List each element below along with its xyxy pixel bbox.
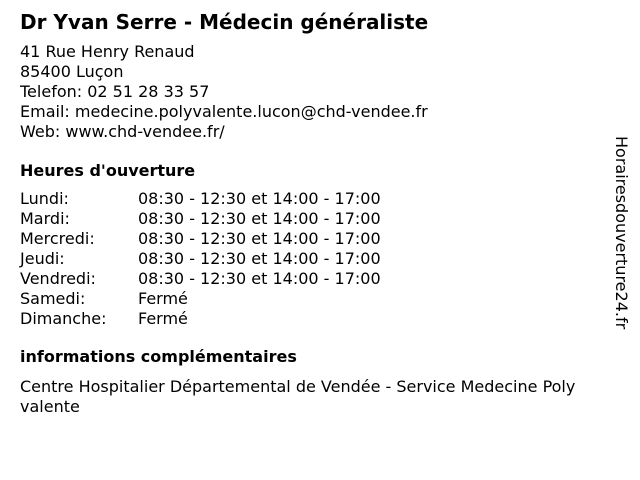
opening-hours-table [20, 189, 610, 329]
hours-row-wednesday [20, 229, 610, 249]
website-line: Web: www.chd-vendee.fr/ [20, 122, 225, 141]
hours-row-monday [20, 189, 610, 209]
contact-block [20, 42, 610, 142]
day-name: Mercredi: [20, 229, 95, 248]
hours-row-sunday [20, 309, 610, 329]
day-hours: 08:30 - 12:30 et 14:00 - 17:00 [138, 269, 381, 288]
day-name: Vendredi: [20, 269, 96, 288]
site-watermark: Horairesdouverture24.fr [612, 136, 631, 330]
day-name: Jeudi: [20, 249, 65, 268]
email-line: Email: medecine.polyvalente.lucon@chd-vendee.fr [20, 102, 428, 121]
day-name: Lundi: [20, 189, 69, 208]
city-postcode: 85400 Luçon [20, 62, 124, 81]
hours-row-friday [20, 269, 610, 289]
day-hours: Fermé [138, 309, 188, 328]
day-hours: 08:30 - 12:30 et 14:00 - 17:00 [138, 229, 381, 248]
day-name: Samedi: [20, 289, 86, 308]
street-address: 41 Rue Henry Renaud [20, 42, 195, 61]
day-name: Dimanche: [20, 309, 107, 328]
opening-hours-heading: Heures d'ouverture [20, 161, 196, 180]
additional-info-heading: informations complémentaires [20, 347, 297, 366]
day-name: Mardi: [20, 209, 70, 228]
day-hours: 08:30 - 12:30 et 14:00 - 17:00 [138, 209, 381, 228]
hours-row-saturday [20, 289, 610, 309]
day-hours: Fermé [138, 289, 188, 308]
hours-row-tuesday [20, 209, 610, 229]
day-hours: 08:30 - 12:30 et 14:00 - 17:00 [138, 189, 381, 208]
page-content [20, 9, 610, 417]
additional-info-text: Centre Hospitalier Départemental de Vendée - Service Medecine Poly valente [20, 377, 576, 416]
phone-line: Telefon: 02 51 28 33 57 [20, 82, 210, 101]
hours-row-thursday [20, 249, 610, 269]
page-title: Dr Yvan Serre - Médecin généraliste [20, 10, 429, 34]
day-hours: 08:30 - 12:30 et 14:00 - 17:00 [138, 249, 381, 268]
